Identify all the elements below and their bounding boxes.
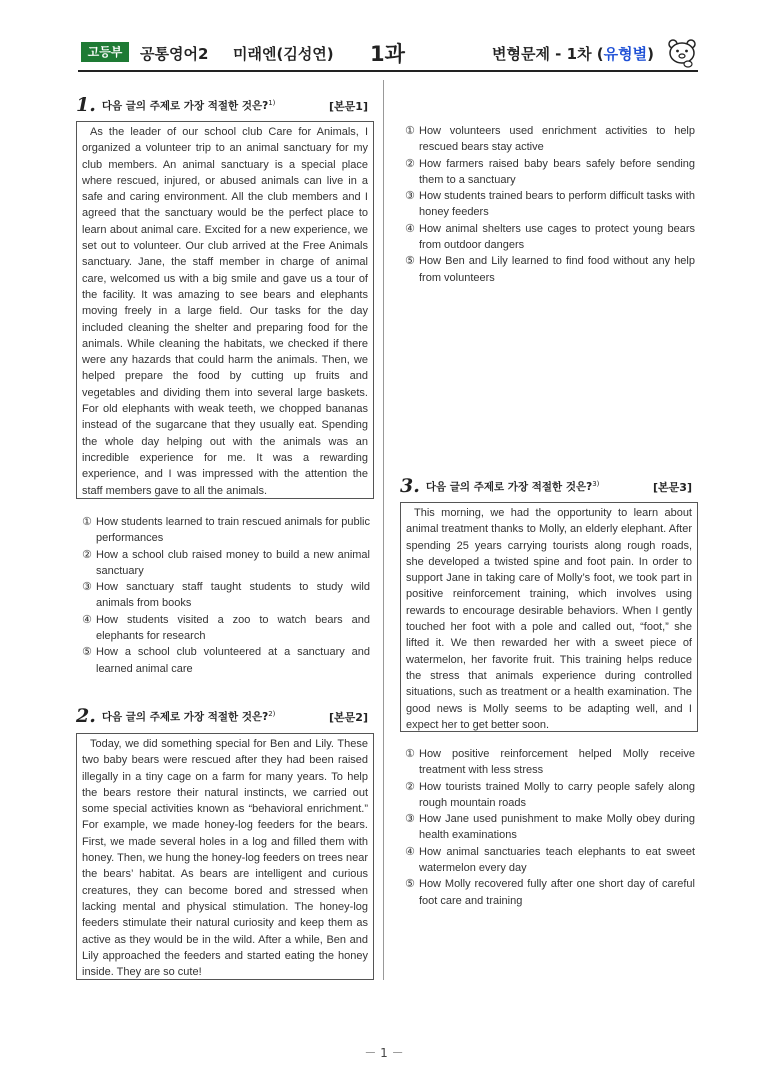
- question-prompt: 다음 글의 주제로 가장 적절한 것은?: [425, 481, 593, 493]
- choice-item[interactable]: ③ How Jane used punishment to make Molly obey during health examinations: [405, 812, 695, 842]
- choice-item[interactable]: ⑤ How Molly recovered fully after one short day of careful foot care and training: [405, 877, 695, 907]
- question-prompt: 다음 글의 주제로 가장 적절한 것은?: [101, 100, 269, 112]
- passage-2: Today, we did something special for Ben and Lily. These two baby bears were rescued after they had been raised illegally in a tiny cage on a farm for many years. To help the bears restore their natural instincts, we carried out some special activities known as “behavioral enrichment.” For example, we made honey-log feeders for the bears. First, we made several holes in a log and filled them with honey. Then, we hung the honey-log feeders on trees near the bears’ habitat. As bears are intelligent and curious creatures, they can become bored and stressed when lacking mental and physical stimulation. The honey-log feeders stimulate their natural curiosity and keep them as active as they would be in the wild. After a while, Ben and Lily approached the feeders and started eating the honey inside. They are so cute!: [76, 733, 374, 980]
- choice-item[interactable]: ④ How animal sanctuaries teach elephants to eat sweet watermelon every day: [405, 844, 695, 875]
- passage-1: As the leader of our school club Care for Animals, I organized a volunteer trip to an animal sanctuary for my club members. An animal sanctuary is a special place where rescued, injured, or abused animals can live in a safe and caring environment. All the club members and I agreed that the sanctuary would be the perfect place to learn about animal care. Excited for a new experience, we set out to volunteer. Our club arrived at the Free Animals sanctuary. Jane, the staff member in charge of animal care, welcomed us with a big smile and gave us a tour of the facility. It was amazing to see bears and elephants moving freely in a large field. Our tasks for the day included cleaning the shelter and preparing food for the animals. While cleaning the habitats, we checked if there were any hazards that could harm the animals. Then, we helped prepare the food by cutting up fruits and vegetables and dividing them into several large baskets. For old elephants with weak teeth, we chopped bananas instead of the sugarcane that they usually eat. Spending the whole day helping out with the animals was an incredible experience for me. It was a rewarding experience, and I was impressed with the attention the staff members gave to all the animals.: [76, 121, 374, 499]
- question-3-header: [400, 475, 692, 497]
- footnote-ref: 3): [592, 480, 600, 488]
- question-1-header: [76, 94, 368, 116]
- choice-item[interactable]: ① How positive reinforcement helped Molly receive treatment with less stress: [405, 747, 695, 777]
- footnote-ref: 2): [268, 710, 276, 718]
- question-1-choices: [82, 514, 370, 677]
- lesson-label: 1과: [370, 42, 405, 66]
- column-divider: [383, 80, 384, 980]
- passage-3: This morning, we had the opportunity to learn about animal treatment thanks to Molly, an elderly elephant. After spending 25 years carrying tourists along rough roads, she developed a twisted spine and foot pain. In order to support Jane in taking care of Molly’s foot, we took part in positive reinforcement training, which involves using rewards to encourage desirable behaviors. When I gently touched her foot with a pole and called out, “foot,” she lifted it. We then rewarded her with a sweet piece of watermelon, her favorite fruit. This training helps reduce the stress that animals experience during controlled situations, such as treatment or a health examination. The good news is Molly seems to be adapting well, and I expect her to get better soon.: [400, 502, 698, 732]
- exam-title: 변형문제 - 1차 (유형별): [492, 45, 654, 63]
- choice-item[interactable]: ① How volunteers used enrichment activities to help rescued bears stay active: [405, 124, 695, 154]
- question-number: 1.: [76, 94, 96, 116]
- question-3-choices: [405, 746, 695, 909]
- choice-item[interactable]: ③ How sanctuary staff taught students to study wild animals from books: [82, 580, 370, 610]
- passage-tag: [본문3]: [653, 481, 692, 494]
- exam-type: 유형별: [603, 45, 648, 63]
- choice-item[interactable]: ② How farmers raised baby bears safely before sending them to a sanctuary: [405, 156, 695, 186]
- mascot-icon: [666, 36, 698, 68]
- question-number: 3.: [400, 475, 420, 497]
- subject-label: 공통영어2: [140, 45, 209, 63]
- choice-item[interactable]: ② How tourists trained Molly to carry people safely along rough mountain roads: [405, 779, 695, 809]
- page-number: － 1 －: [364, 1046, 404, 1060]
- passage-tag: [본문2]: [329, 711, 368, 724]
- question-2-header: [76, 705, 368, 727]
- choice-item[interactable]: ① How students learned to train rescued animals for public performances: [82, 515, 370, 545]
- header-rule: [78, 70, 698, 72]
- choice-item[interactable]: ③ How students trained bears to perform difficult tasks with honey feeders: [405, 189, 695, 219]
- choice-item[interactable]: ④ How students visited a zoo to watch bears and elephants for research: [82, 612, 370, 643]
- choice-item[interactable]: ⑤ How a school club volunteered at a sanctuary and learned animal care: [82, 645, 370, 675]
- question-number: 2.: [76, 705, 96, 727]
- publisher-label: 미래엔(김성연): [233, 45, 334, 63]
- level-badge: 고등부: [81, 42, 129, 62]
- question-prompt: 다음 글의 주제로 가장 적절한 것은?: [101, 711, 269, 723]
- footnote-ref: 1): [268, 99, 276, 107]
- question-2-choices: [405, 123, 695, 286]
- page-header: [78, 38, 698, 68]
- passage-tag: [본문1]: [329, 100, 368, 113]
- choice-item[interactable]: ④ How animal shelters use cages to protect young bears from outdoor dangers: [405, 221, 695, 252]
- choice-item[interactable]: ⑤ How Ben and Lily learned to find food without any help from volunteers: [405, 254, 695, 284]
- choice-item[interactable]: ② How a school club raised money to build a new animal sanctuary: [82, 547, 370, 577]
